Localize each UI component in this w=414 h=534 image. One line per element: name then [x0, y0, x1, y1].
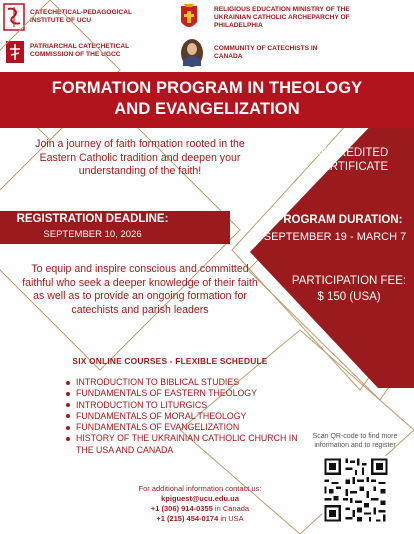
program-title: [0, 78, 414, 120]
registration-deadline-label: REGISTRATION DEADLINE:: [16, 213, 169, 225]
courses-heading: SIX ONLINE COURSES - FLEXIBLE SCHEDULE: [72, 356, 268, 366]
org-ucu-institute: CATECHETICAL-PEDAGOGICAL INSTITUTE OF UCU: [30, 9, 132, 24]
contact-phone-canada[interactable]: +1 (306) 914-0355: [150, 504, 213, 513]
course-item: HISTORY OF THE UKRAINIAN CATHOLIC CHURCH IN THE USA AND CANADA: [66, 433, 306, 456]
program-title-line1: FORMATION PROGRAM IN THEOLOGY: [51, 79, 363, 97]
org-philadelphia-ministry: RELIGIOUS EDUCATION MINISTRY OF THE UKRAINIAN CATHOLIC ARCHEPARCHY OF PHILADELPHIA: [214, 6, 350, 29]
course-item: FUNDAMENTALS OF EVANGELIZATION: [66, 422, 306, 433]
duration-label: PROGRAM DURATION:: [275, 214, 403, 226]
program-title-line2: AND EVANGELIZATION: [114, 100, 300, 118]
qr-code-icon[interactable]: [322, 456, 390, 524]
certificate-line1: ACCREDITED: [313, 147, 389, 159]
contact-block: [120, 484, 280, 524]
contact-phone-usa-suffix: in USA: [220, 514, 244, 523]
course-item: FUNDAMENTALS OF MORAL THEOLOGY: [66, 411, 306, 422]
qr-caption: Scan QR-code to find more information and to register: [312, 433, 398, 449]
org-catechists-canada: COMMUNITY OF CATECHISTS IN CANADA: [214, 45, 318, 60]
contact-email[interactable]: kpiguest@ucu.edu.ua: [161, 494, 239, 503]
fee-value: $ 150 (USA): [317, 291, 381, 303]
contact-intro: For additional information contact us:: [138, 484, 262, 493]
intro-text: Join a journey of faith formation rooted in the Eastern Catholic tradition and deepen your understanding of the faith!: [35, 138, 245, 178]
course-item: INTRODUCTION TO BIBLICAL STUDIES: [66, 377, 306, 388]
mission-text: To equip and inspire conscious and committed faithful who seek a deeper knowledge of their faith as well as to provide an ongoing formation for catechists and parish leaders: [22, 263, 258, 316]
certificate-label: [296, 146, 406, 174]
course-item: INTRODUCTION TO LITURGICS: [66, 400, 306, 411]
duration-value: SEPTEMBER 19 - MARCH 7: [263, 231, 407, 243]
course-item: FUNDAMENTALS OF EASTERN THEOLOGY: [66, 388, 306, 399]
contact-phone-canada-suffix: in Canada: [214, 504, 250, 513]
org-patriarchal-commission: PATRIARCHAL CATECHETICAL COMMISSION OF THE UGCC: [30, 43, 130, 58]
certificate-line2: CERTIFICATE: [313, 161, 389, 173]
fee-label: PARTICIPATION FEE:: [291, 275, 407, 287]
courses-list: [66, 377, 306, 456]
registration-deadline-date: SEPTEMBER 10, 2026: [43, 229, 142, 240]
contact-phone-usa[interactable]: +1 (215) 454-0174: [156, 514, 219, 523]
